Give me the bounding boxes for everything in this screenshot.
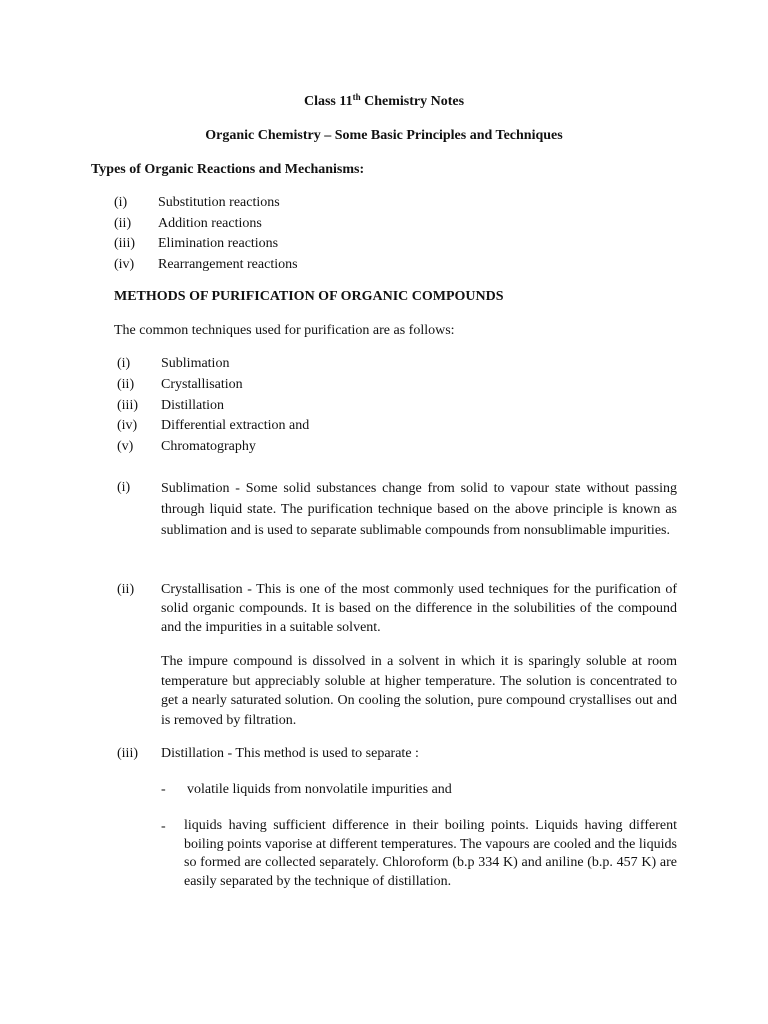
list-item xyxy=(114,255,514,276)
list-item xyxy=(114,193,514,214)
list-item xyxy=(117,437,517,458)
bullet-text: volatile liquids from nonvolatile impurities and xyxy=(187,782,452,797)
list-number: (iii) xyxy=(117,397,138,413)
list-item xyxy=(114,234,514,255)
distillation-paragraph: Distillation - This method is used to separate : xyxy=(161,746,419,761)
list-text: Crystallisation xyxy=(161,376,243,392)
title-suffix: Chemistry Notes xyxy=(360,94,465,109)
list-text: Distillation xyxy=(161,397,224,413)
list-number: (i) xyxy=(114,195,128,210)
list-number: (iii) xyxy=(114,236,135,251)
section-number: (ii) xyxy=(117,582,135,597)
bullet-dash: - xyxy=(161,782,166,797)
page-title xyxy=(0,92,768,112)
crystallisation-paragraph: Crystallisation - This is one of the most commonly used techniques for the purification of solid organic compounds. It is based on the difference in the solubilities of the compound and the impurities in a suitable solvent. xyxy=(161,582,677,635)
list-text: Addition reactions xyxy=(158,215,262,231)
crystallisation-paragraph-2: The impure compound is dissolved in a solvent in which it is sparingly soluble at room temperature but appreciably soluble at higher temperature. The solution is concentrated to get a nearly saturated solution. On cooling the solution, pure compound crystallises out and is removed by filtration. xyxy=(161,654,677,728)
list-text: Sublimation xyxy=(161,356,230,371)
list-number: (ii) xyxy=(117,376,135,392)
purification-list xyxy=(117,354,517,458)
list-number: (iv) xyxy=(117,418,138,434)
list-text: Substitution reactions xyxy=(158,195,280,210)
list-item xyxy=(114,214,514,235)
list-number: (i) xyxy=(117,356,131,371)
list-text: Rearrangement reactions xyxy=(158,256,298,272)
reactions-list xyxy=(114,193,514,275)
list-item xyxy=(117,396,517,417)
title-prefix: Class 11 xyxy=(303,94,353,109)
list-item xyxy=(117,354,517,375)
list-text: Elimination reactions xyxy=(158,236,279,251)
section-number: (i) xyxy=(117,480,131,495)
list-item xyxy=(117,375,517,396)
list-text: Differential extraction and xyxy=(161,418,310,434)
list-text: Chromatography xyxy=(161,439,256,455)
list-number: (v) xyxy=(117,439,134,455)
page-subtitle: Organic Chemistry – Some Basic Principles and Techniques xyxy=(205,128,563,143)
list-number: (ii) xyxy=(114,215,132,231)
purification-heading: METHODS OF PURIFICATION OF ORGANIC COMPOUNDS xyxy=(114,289,504,304)
list-number: (iv) xyxy=(114,256,135,272)
title-superscript: th xyxy=(352,92,361,102)
sublimation-paragraph: Sublimation - Some solid substances change from solid to vapour state without passing through liquid state. The purification technique based on the above principle is known as sublimation and is used to separate sublimable compounds from nonsublimable impurities. xyxy=(161,481,677,538)
bullet-text: liquids having sufficient difference in their boiling points. Liquids having different boiling points vaporise at different temperatures. The vapours are cooled and the liquids so formed are collected separately. Chloroform (b.p 334 K) and aniline (b.p. 457 K) are easily separated by the technique of distillation. xyxy=(184,818,677,889)
list-item xyxy=(117,416,517,437)
purification-intro: The common techniques used for purification are as follows: xyxy=(114,323,455,338)
section-number: (iii) xyxy=(117,746,138,761)
bullet-dash: - xyxy=(161,819,166,834)
reactions-heading: Types of Organic Reactions and Mechanisms: xyxy=(91,162,365,177)
